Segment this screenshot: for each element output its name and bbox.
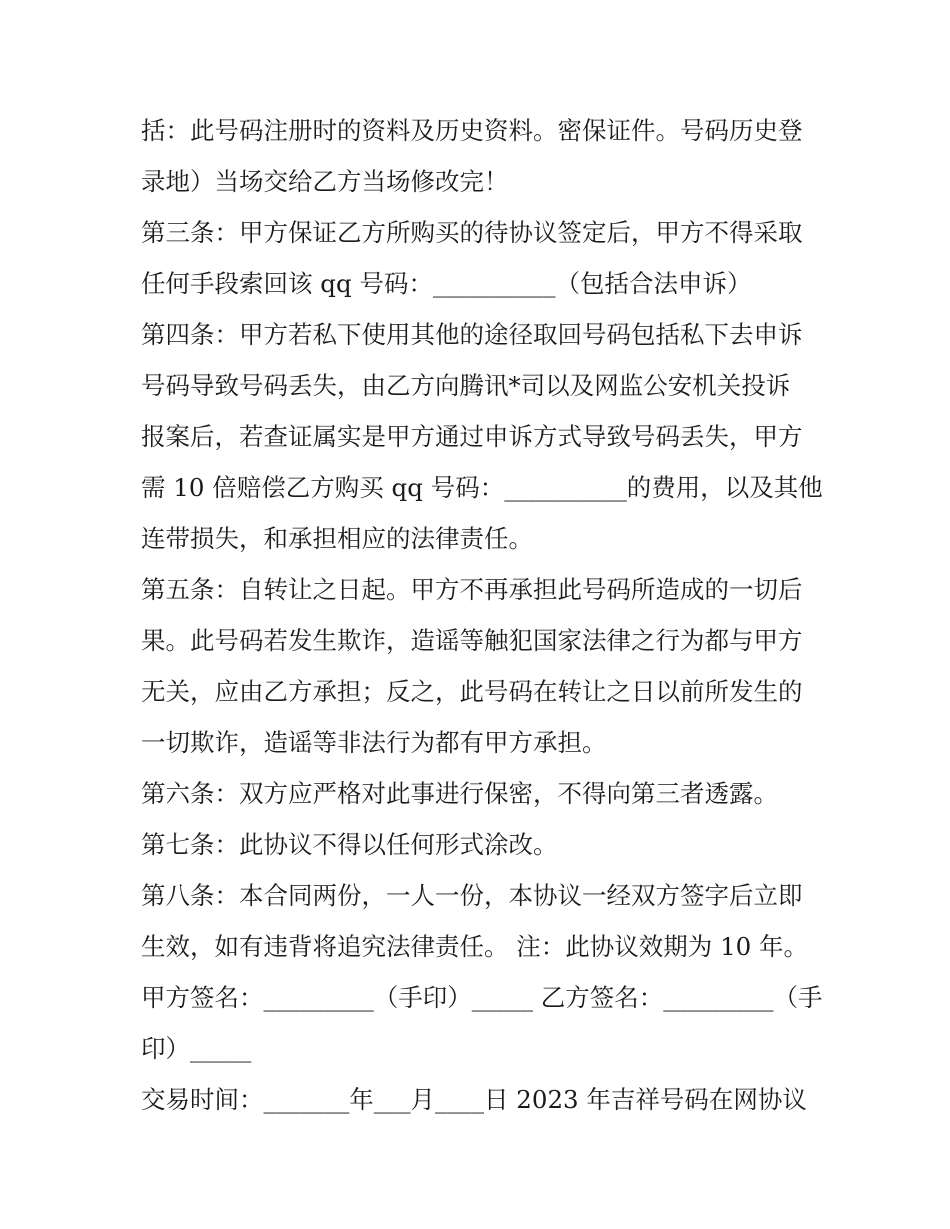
text-line: 第四条：甲方若私下使用其他的途径取回号码包括私下去申诉 (141, 320, 803, 349)
text-line: 一切欺诈，造谣等非法行为都有甲方承担。 (141, 728, 607, 757)
text-line: 果。此号码若发生欺诈，造谣等触犯国家法律之行为都与甲方 (141, 626, 803, 655)
text-line: 交易时间：_______年___月____日 2023 年吉祥号码在网协议 (141, 1085, 807, 1114)
text-line: 任何手段索回该 qq 号码：__________（包括合法申诉） (141, 269, 752, 298)
text-line: 第六条：双方应严格对此事进行保密，不得向第三者透露。 (141, 779, 778, 808)
text-line: 括：此号码注册时的资料及历史资料。密保证件。号码历史登 (141, 116, 803, 145)
text-line: 报案后，若查证属实是甲方通过申诉方式导致号码丢失，甲方 (141, 422, 803, 451)
text-line: 第七条：此协议不得以任何形式涂改。 (141, 830, 558, 859)
text-line: 无关，应由乙方承担；反之，此号码在转让之日以前所发生的 (141, 677, 803, 706)
text-line: 第五条：自转让之日起。甲方不再承担此号码所造成的一切后 (141, 575, 803, 604)
text-line: 第三条：甲方保证乙方所购买的待协议签定后，甲方不得采取 (141, 218, 803, 247)
text-line: 生效，如有违背将追究法律责任。 注：此协议效期为 10 年。 (141, 932, 809, 961)
text-line: 第八条：本合同两份，一人一份，本协议一经双方签字后立即 (141, 881, 803, 910)
text-line: 连带损失，和承担相应的法律责任。 (141, 524, 533, 553)
text-line: 号码导致号码丢失，由乙方向腾讯*司以及网监公安机关投诉 (141, 371, 791, 400)
text-line: 录地）当场交给乙方当场修改完！ (141, 167, 509, 196)
document-body (141, 105, 821, 1125)
text-line: 印）_____ (141, 1034, 252, 1063)
text-line: 甲方签名：_________（手印）_____ 乙方签名：_________（手 (141, 983, 823, 1012)
text-line: 需 10 倍赔偿乙方购买 qq 号码：__________的费用，以及其他 (141, 473, 823, 502)
